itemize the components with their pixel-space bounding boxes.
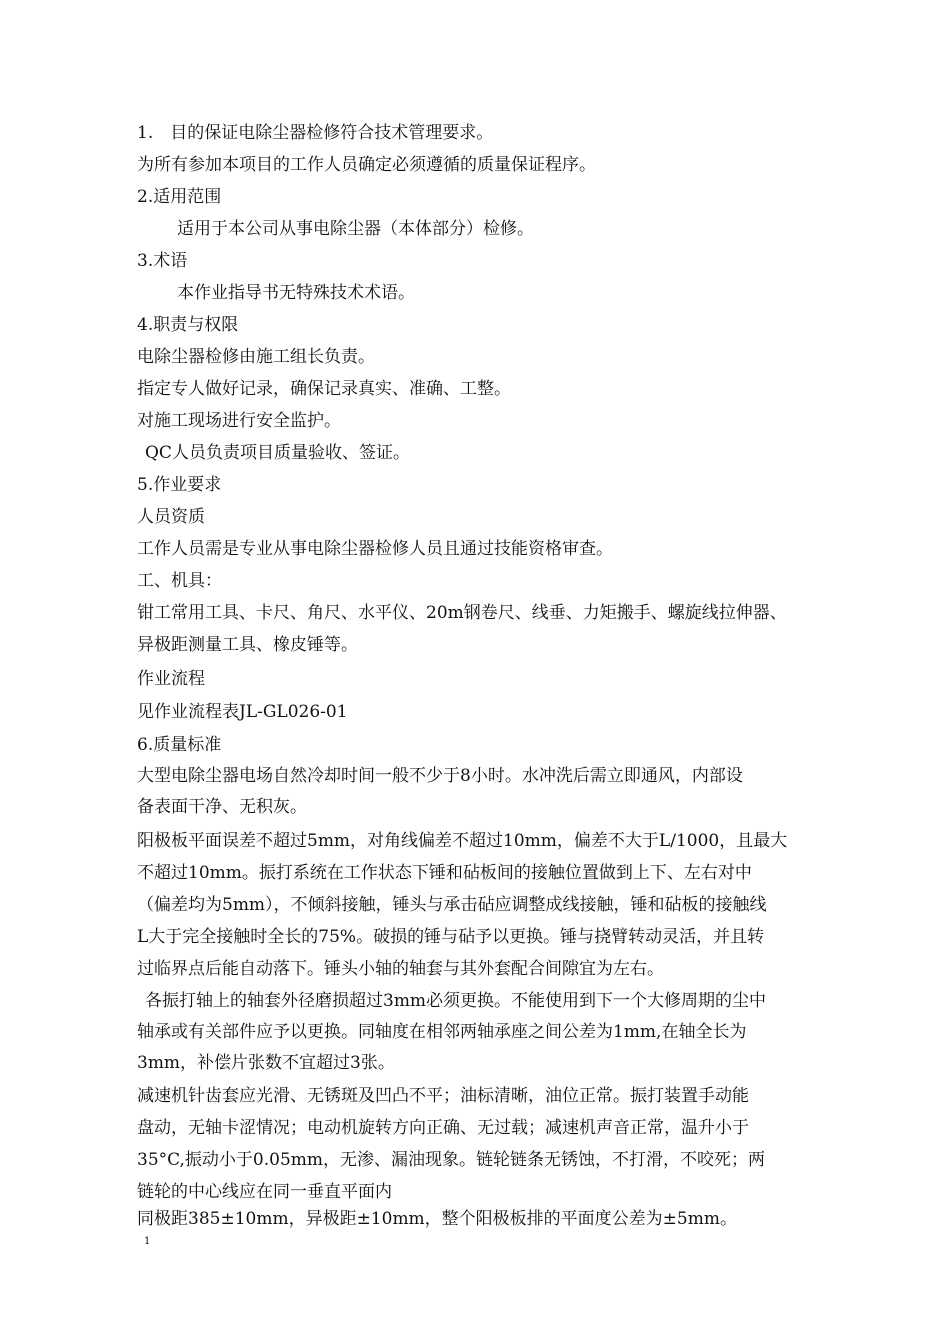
paragraph: 3mm，补偿片张数不宜超过3张。 <box>137 1053 395 1073</box>
paragraph: 异极距测量工具、橡皮锤等。 <box>137 635 358 655</box>
paragraph: 阳极板平面误差不超过5mm，对角线偏差不超过10mm，偏差不大于L/1000，且最大 <box>137 831 788 851</box>
paragraph: 适用于本公司从事电除尘器（本体部分）检修。 <box>177 219 534 239</box>
paragraph: （偏差均为5mm），不倾斜接触，锤头与承击砧应调整成线接触，锤和砧板的接触线 <box>137 895 767 915</box>
paragraph: 过临界点后能自动落下。锤头小轴的轴套与其外套配合间隙宜为左右。 <box>137 959 664 979</box>
paragraph: 见作业流程表JL-GL026-01 <box>137 702 348 722</box>
paragraph: 35°C,振动小于0.05mm，无渗、漏油现象。链轮链条无锈蚀，不打滑，不咬死；两 <box>137 1150 766 1170</box>
section-3-heading: 3.术语 <box>137 251 188 271</box>
subheading: 工、机具： <box>137 571 222 591</box>
paragraph: 钳工常用工具、卡尺、角尺、水平仪、20m钢卷尺、线垂、力矩搬手、螺旋线拉伸器、 <box>137 603 787 623</box>
paragraph: 不超过10mm。振打系统在工作状态下锤和砧板间的接触位置做到上下、左右对中 <box>137 863 752 883</box>
subheading: 人员资质 <box>137 507 205 527</box>
paragraph: 大型电除尘器电场自然冷却时间一般不少于8小时。水冲洗后需立即通风，内部设 <box>137 766 743 786</box>
section-4-heading: 4.职责与权限 <box>137 315 239 335</box>
paragraph: 减速机针齿套应光滑、无锈斑及凹凸不平；油标清晰，油位正常。振打装置手动能 <box>137 1086 749 1106</box>
section-6-heading: 6.质量标准 <box>137 735 222 755</box>
paragraph: 各振打轴上的轴套外径磨损超过3mm必须更换。不能使用到下一个大修周期的尘中 <box>145 991 767 1011</box>
paragraph: 为所有参加本项目的工作人员确定必须遵循的质量保证程序。 <box>137 155 596 175</box>
paragraph: 工作人员需是专业从事电除尘器检修人员且通过技能资格审查。 <box>137 539 613 559</box>
paragraph: 指定专人做好记录，确保记录真实、准确、工整。 <box>137 379 511 399</box>
paragraph: 链轮的中心线应在同一垂直平面内 <box>137 1182 392 1202</box>
paragraph: 盘动，无轴卡涩情况；电动机旋转方向正确、无过载；减速机声音正常，温升小于 <box>137 1118 749 1138</box>
paragraph: L大于完全接触时全长的75%。破损的锤与砧予以更换。锤与挠臂转动灵活，并且转 <box>137 927 765 947</box>
paragraph: 电除尘器检修由施工组长负责。 <box>137 347 375 367</box>
paragraph: 备表面干净、无积灰。 <box>137 797 307 817</box>
paragraph: 同极距385±10mm，异极距±10mm，整个阳极板排的平面度公差为±5mm。 <box>137 1209 737 1229</box>
paragraph: QC人员负责项目质量验收、签证。 <box>145 443 410 463</box>
paragraph: 本作业指导书无特殊技术术语。 <box>177 283 415 303</box>
section-5-heading: 5.作业要求 <box>137 475 222 495</box>
paragraph: 轴承或有关部件应予以更换。同轴度在相邻两轴承座之间公差为1mm,在轴全长为 <box>137 1022 747 1042</box>
section-2-heading: 2.适用范围 <box>137 187 222 207</box>
paragraph: 对施工现场进行安全监护。 <box>137 411 341 431</box>
section-1-heading: 1. 目的保证电除尘器检修符合技术管理要求。 <box>137 123 494 143</box>
subheading: 作业流程 <box>137 669 205 689</box>
page-number: 1 <box>144 1236 151 1247</box>
